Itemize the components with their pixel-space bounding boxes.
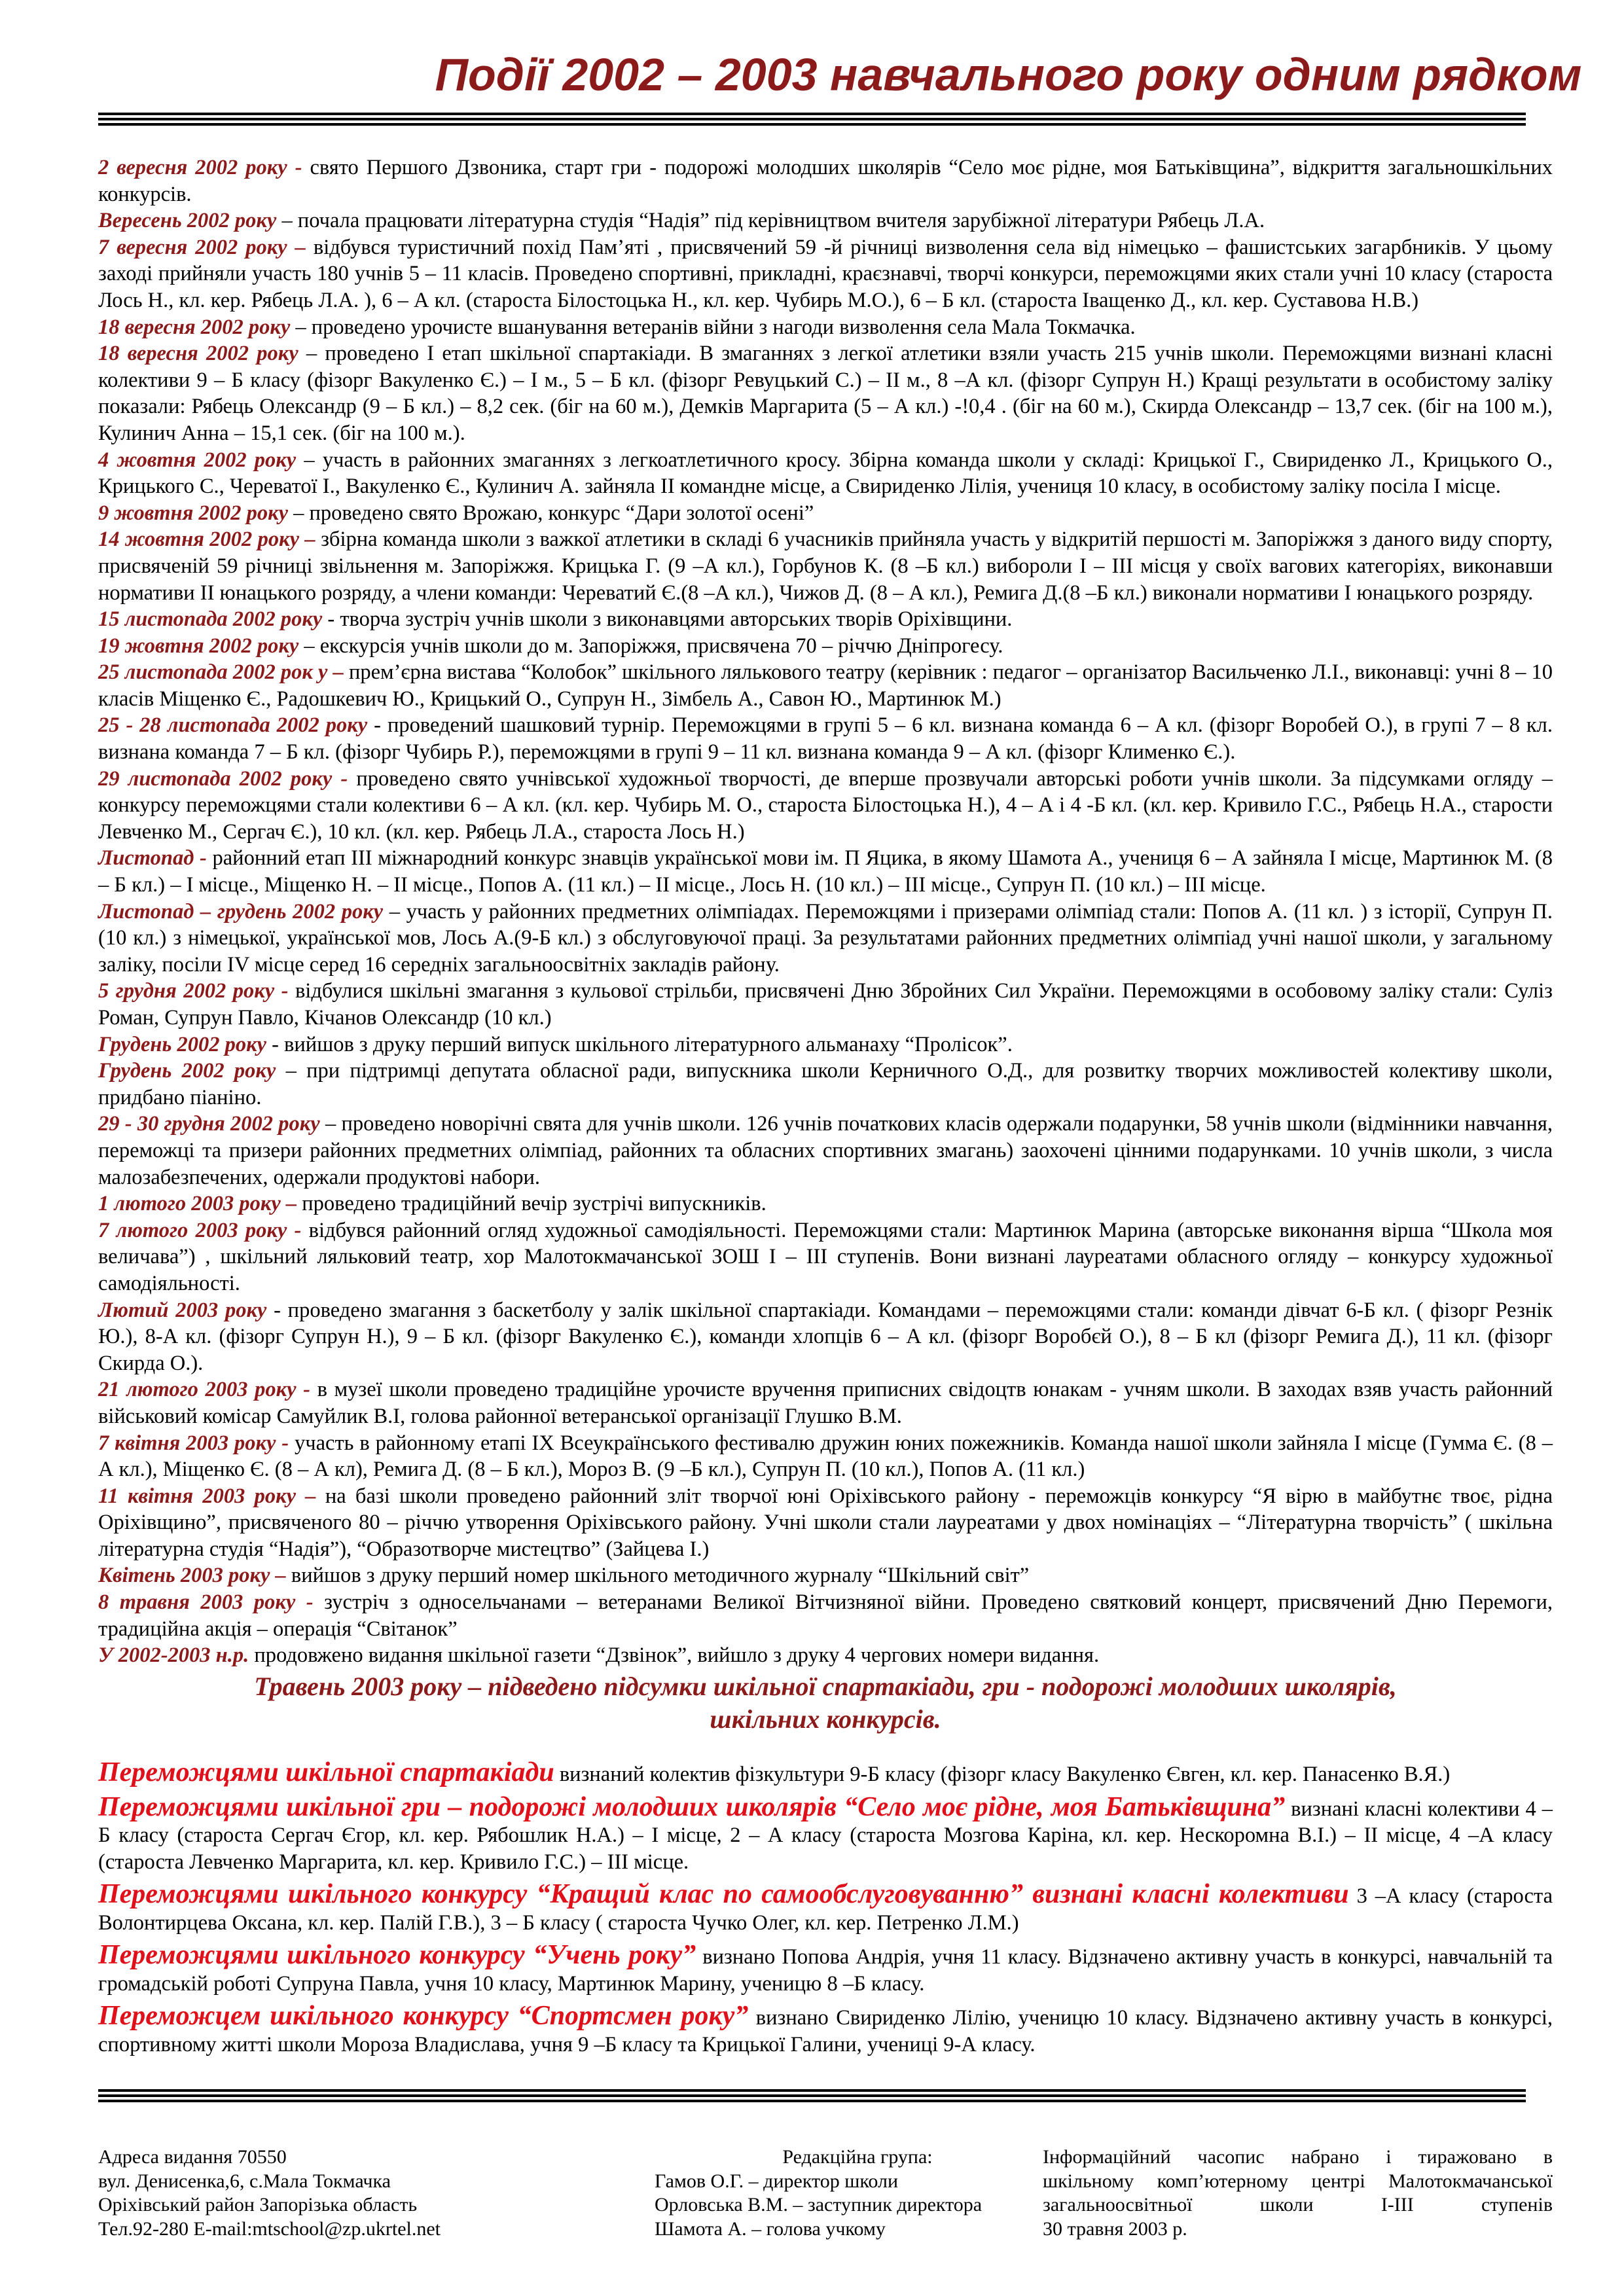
event-text: відбувся туристичний похід Пам’яті , присвячений 59 -й річниці визволення села від німецько – фашистських загарбників. У цьому заході прийняли участь 180 учнів 5 – 11 класів. Проведено спортивні, прикладні, краєзнавчі, творчі конкурси, переможцями яких стали учні 10 класу (староста Лось Н., кл. кер. Рябець Л.А. ), 6 – А кл. (староста Білостоцька Н., кл. кер. Чубирь М.О.), 6 – Б кл. (староста Іващенко Д., кл. кер. Суставова Н.В.)	[98, 235, 1553, 312]
event-item	[98, 1642, 1553, 1669]
event-text: прем’єрна вистава “Колобок” шкільного лялькового театру (керівник : педагог – організатор Васильченко Л.І., виконавці: учні 8 – 10 класів Міщенко Є., Радошкевич Ю., Крицький О., Супрун Н., Зімбель А., Савон Ю., Мартинюк М.)	[98, 660, 1553, 711]
event-text: - вийшов з друку перший випуск шкільного літературного альманаху “Пролісок”.	[266, 1032, 1013, 1056]
footer-line: Оріхівський район Запорізька область	[98, 2194, 418, 2215]
event-date: 15 листопада 2002 року	[98, 607, 323, 632]
winner-text: визнано Свириденко Лілію, ученицю 10 класу. Відзначено активну участь в конкурсі, спортивному житті школи Мороза Владислава, учня 9 –Б класу та Крицької Галини, учениці 9-А класу.	[98, 2006, 1553, 2056]
event-text: проведено свято учнівської художньої творчості, де вперше прозвучали авторські роботи учнів школи. За підсумками огляду – конкурсу переможцями стали колективи 6 – А кл. (кл. кер. Чубирь М. О., староста Білостоцька Н.), 4 – А і 4 -Б кл. (кл. кер. Кривило Г.С., Рябець Н.А., старости Левченко М., Сергач Є.), 10 кл. (кл. кер. Рябець Л.А., староста Лось Н.)	[98, 766, 1553, 844]
winner-lead: Переможцями шкільної гри – подорожі молодших школярів “Село моє рідне, моя Батьківщина”	[98, 1791, 1286, 1822]
event-text: збірна команда школи з важкої атлетики в складі 6 учасників прийняла участь у відкритій першості м. Запоріжжя з даного виду спорту, присвяченій 59 річниці звільнення м. Запоріжжя. Крицька Г. (9 –А кл.), Горбунов К. (8 –Б кл.) вибороли І – ІІІ місця у своїх вагових категоріях, виконавши нормативи ІІ юнацького розряду, а члени команди: Череватий Є.(8 –А кл.), Чижов Д. (8 – А кл.), Ремига Д.(8 –Б кл.) виконали нормативи І юнацького розряду.	[98, 528, 1553, 605]
event-date: 18 вересня 2002 року	[98, 315, 291, 339]
winner-text: 3 –А класу (староста Волонтирцева Оксана, кл. кер. Палій Г.В.), 3 – Б класу ( староста Чучко Олег, кл. кер. Петренко Л.М.)	[98, 1884, 1553, 1935]
footer-line: Шамота А. – голова учкому	[655, 2217, 886, 2240]
winner-item	[98, 1791, 1553, 1876]
event-date: Лютий 2003 року	[98, 1298, 267, 1322]
event-text: проведено традиційний вечір зустрічі випускників.	[297, 1192, 767, 1216]
event-text: участь в районному етапі ІХ Всеукраїнського фестивалю дружин юних пожежників. Команда нашої школи зайняла І місце (Гумма Є. (8 – А кл.), Міщенко Є. (8 – А кл), Ремига Д. (8 – Б кл.), Мороз В. (9 –Б кл.), Супрун П. (10 кл.), Попов А. (11 кл.)	[98, 1431, 1553, 1482]
event-text: районний етап ІІІ міжнародний конкурс знавців української мови ім. П Яцика, в якому Шамота А., учениця 6 – А зайняла І місце, Мартинюк М. (8 – Б кл.) – І місце., Міщенко Н. – ІІ місце., Попов А. (11 кл.) – ІІ місце., Лось Н. (10 кл.) – ІІІ місце., Супрун П. (10 кл.) – ІІІ місце.	[98, 846, 1553, 897]
event-date: 5 грудня 2002 року -	[98, 979, 289, 1003]
event-date: У 2002-2003 н.р.	[98, 1643, 249, 1668]
event-text: - творча зустріч учнів школи з виконавцями авторських творів Оріхівщини.	[322, 607, 1013, 632]
event-date: 11 квітня 2003 року –	[98, 1484, 316, 1508]
event-date: 21 лютого 2003 року -	[98, 1378, 310, 1402]
event-date: 7 вересня 2002 року –	[98, 235, 306, 259]
event-item	[98, 633, 1553, 660]
event-item	[98, 766, 1553, 846]
event-date: Вересень 2002 року	[98, 209, 277, 233]
winner-item	[98, 1942, 1553, 1997]
winners-list	[98, 1759, 1553, 2064]
event-item	[98, 1031, 1553, 1058]
footer-line: вул. Денисенка,6, с.Мала Токмачка	[98, 2170, 391, 2192]
footer-line: шкільному комп’ютерному центрі Малотокмачанської	[1043, 2170, 1553, 2192]
footer-line: загальноосвітньої школи І-ІІІ ступенів	[1043, 2194, 1553, 2215]
event-item	[98, 500, 1553, 527]
winner-lead: Переможцем шкільного конкурсу “Спортсмен року”	[98, 2001, 749, 2031]
event-date: 29 - 30 грудня 2002 року	[98, 1112, 320, 1136]
event-text: на базі школи проведено районний зліт творчої юні Оріхівського району - переможців конкурсу “Я вірю в майбутнє твоє, рідна Оріхівщино”, присвяченого 80 – річчю утворення Оріхівського району. Учні школи стали лауреатами у двох номінаціях – “Літературна творчість” ( шкільна літературна студія “Надія”), “Образотворче мистецтво” (Зайцева І.)	[98, 1484, 1553, 1561]
winner-item	[98, 1881, 1553, 1936]
event-date: 9 жовтня 2002 року	[98, 501, 288, 525]
event-item	[98, 1111, 1553, 1191]
event-item	[98, 526, 1553, 606]
winner-lead: Переможцями шкільного конкурсу “Кращий клас по самообслуговуванню” визнані класні колективи	[98, 1879, 1349, 1909]
event-item	[98, 606, 1553, 633]
footer-line: Адреса видання 70550	[98, 2146, 287, 2168]
event-text: - проведений шашковий турнір. Переможцями в групі 5 – 6 кл. визнана команда 6 – А кл. (фізорг Воробей О.), в групі 7 – 8 кл. визнана команда 7 – Б кл. (фізорг Чубирь Р.), переможцями в групі 9 – 11 кл. визнана команда 9 – А кл. (фізорг Клименко Є.).	[98, 713, 1553, 764]
event-text: – проведено свято Врожаю, конкурс “Дари золотої осені”	[288, 501, 814, 525]
event-date: 7 квітня 2003 року -	[98, 1431, 289, 1455]
events-list	[98, 154, 1553, 1669]
event-date: Листопад – грудень 2002 року	[98, 899, 384, 924]
event-item	[98, 154, 1553, 207]
event-date: 18 вересня 2002 року	[98, 342, 298, 366]
event-date: Грудень 2002 року	[98, 1032, 266, 1056]
event-item	[98, 234, 1553, 314]
event-item	[98, 1589, 1553, 1642]
event-text: – екскурсія учнів школи до м. Запоріжжя, присвячена 70 – річчю Дніпрогесу.	[298, 634, 1003, 658]
event-date: 1 лютого 2003 року –	[98, 1192, 297, 1216]
event-text: – участь у районних предметних олімпіадах. Переможцями і призерами олімпіад стали: Попов А. (11 кл. ) з історії, Супрун П. (10 кл.) з німецької, української мов, Лось А.(9-Б кл.) з обслуговуючої праці. За результатами районних предметних олімпіад учні нашої школи, у загальному заліку, посіли IV місце серед 16 середніх загальноосвітніх закладів району.	[98, 899, 1553, 977]
footer-address	[98, 2145, 556, 2241]
winner-item	[98, 1759, 1553, 1788]
footer-line: Гамов О.Г. – директор школи	[655, 2170, 898, 2192]
event-item	[98, 314, 1553, 341]
event-item	[98, 712, 1553, 765]
event-text: – почала працювати літературна студія “Надія” під керівництвом вчителя зарубіжної літератури Рябець Л.А.	[276, 209, 1265, 233]
event-item	[98, 1376, 1553, 1429]
event-item	[98, 845, 1553, 898]
winner-text: визнано Попова Андрія, учня 11 класу. Відзначено активну участь в конкурсі, навчальній та громадській роботі Супруна Павла, учня 10 класу, Мартинюк Марину, ученицю 8 –Б класу.	[98, 1945, 1553, 1996]
summary-line: шкільних конкурсів.	[710, 1704, 941, 1734]
event-date: 29 листопада 2002 року -	[98, 766, 348, 791]
event-text: продовжено видання шкільної газети “Дзвінок”, вийшло з друку 4 чергових номери видання.	[249, 1643, 1100, 1668]
event-text: вийшов з друку перший номер шкільного методичного журналу “Шкільний світ”	[285, 1564, 1030, 1588]
summary-heading	[98, 1670, 1553, 1736]
winner-lead: Переможцями шкільного конкурсу “Учень року”	[98, 1940, 696, 1970]
footer-line: Тел.92-280 E-mail:mtschool@zp.ukrtel.net	[98, 2217, 441, 2240]
footer-line: Редакційна група:	[782, 2146, 933, 2168]
bottom-divider	[98, 2089, 1526, 2102]
event-date: 14 жовтня 2002 року –	[98, 528, 316, 552]
event-item	[98, 659, 1553, 712]
event-date: 8 травня 2003 року -	[98, 1590, 314, 1615]
event-text: - проведено змагання з баскетболу у залік шкільної спартакіади. Командами – переможцями стали: команди дівчат 6-Б кл. ( фізорг Резнік Ю.), 8-А кл. (фізорг Супрун Н.), 9 – Б кл. (фізорг Вакуленко Є.), команди хлопців 6 – А кл. (фізорг Воробєй О.), 8 – Б кл (фізорг Ремига Д.), 11 кл. (фізорг Скирда О.).	[98, 1298, 1553, 1375]
event-text: відбувся районний огляд художньої самодіяльності. Переможцями стали: Мартинюк Марина (авторське виконання вірша “Школа моя величава”) , шкільний ляльковий театр, хор Малотокмачанської ЗОШ І – ІІІ ступенів. Вони визнані лауреатами обласного огляду – конкурсу художньої самодіяльності.	[98, 1218, 1553, 1295]
event-item	[98, 207, 1553, 234]
event-text: зустріч з односельчанами – ветеранами Великої Вітчизняної війни. Проведено святковий концерт, присвячений Дню Перемоги, традиційна акція – операція “Світанок”	[98, 1590, 1553, 1641]
event-text: – проведено новорічні свята для учнів школи. 126 учнів початкових класів одержали подарунки, 58 учнів школи (відмінники навчання, переможці та призери районних предметних олімпіад, районних та обласних спортивних змагань) заохочені цінними подарунками. 10 учнів школи, з числа малозабезпечених, одержали продуктові набори.	[98, 1112, 1553, 1189]
event-item	[98, 899, 1553, 978]
winner-text: визнані класні колективи 4 – Б класу (староста Сергач Єгор, кл. кер. Рябошлик Н.А.) – І місце, 2 – А класу (староста Мозгова Каріна, кл. кер. Нескоромна В.І.) – ІІ місце, 4 –А класу (староста Левченко Маргарита, кл. кер. Кривило Г.С.) – ІІІ місце.	[98, 1797, 1553, 1874]
event-item	[98, 1562, 1553, 1589]
event-text: в музеї школи проведено традиційне урочисте вручення приписних свідоцтв юнакам - учням школи. В заходах взяв участь районний військовий комісар Самуйлик В.І, голова районної ветеранської організації Глушко В.М.	[98, 1378, 1553, 1428]
event-date: 2 вересня 2002 року -	[98, 156, 302, 179]
winner-lead: Переможцями шкільної спартакіади	[98, 1757, 554, 1787]
event-item	[98, 1058, 1553, 1111]
event-item	[98, 1483, 1553, 1563]
event-item	[98, 340, 1553, 446]
event-item	[98, 1297, 1553, 1377]
event-date: Квітень 2003 року –	[98, 1564, 286, 1588]
page-title: Події 2002 – 2003 навчального року одним рядком	[435, 49, 1582, 100]
event-item	[98, 1191, 1553, 1217]
event-text: – проведено урочисте вшанування ветеранів війни з нагоди визволення села Мала Токмачка.	[290, 315, 1136, 339]
footer-info	[1043, 2145, 1553, 2241]
footer-line: Інформаційний часопис набрано і тиражовано в	[1043, 2146, 1553, 2168]
winner-item	[98, 2003, 1553, 2058]
footer	[98, 2145, 1553, 2240]
event-text: свято Першого Дзвоника, старт гри - подорожі молодших школярів “Село моє рідне, моя Батьківщина”, відкриття загальношкільних конкурсів.	[98, 156, 1553, 206]
footer-line: 30 травня 2003 р.	[1043, 2217, 1187, 2240]
event-date: Листопад -	[98, 846, 207, 870]
event-date: 25 - 28 листопада 2002 року	[98, 713, 368, 738]
summary-line: Травень 2003 року – підведено підсумки шкільної спартакіади, гри - подорожі молодших школярів,	[254, 1672, 1397, 1701]
event-date: Грудень 2002 року	[98, 1059, 276, 1083]
event-text: – при підтримці депутата обласної ради, випускника школи Керничного О.Д., для розвитку творчих можливостей колективу школи, придбано піаніно.	[98, 1059, 1553, 1109]
footer-line: Орловська В.М. – заступник директора	[655, 2194, 983, 2215]
event-item	[98, 1217, 1553, 1297]
top-divider	[98, 113, 1526, 126]
event-date: 19 жовтня 2002 року	[98, 634, 299, 658]
event-item	[98, 978, 1553, 1031]
event-date: 7 лютого 2003 року -	[98, 1218, 302, 1242]
winner-text: визнаний колектив фізкультури 9-Б класу (фізорг класу Вакуленко Євген, кл. кер. Панасенко В.Я.)	[554, 1763, 1451, 1786]
event-text: – проведено I етап шкільної спартакіади. В змаганнях з легкої атлетики взяли участь 215 учнів школи. Переможцями визнані класні колективи 9 – Б класу (фізорг Вакуленко Є.) – І м., 5 – Б кл. (фізорг Ревуцький С.) – ІІ м., 8 –А кл. (фізорг Супрун Н.) Кращі результати в особистому заліку показали: Рябець Олександр (9 – Б кл.) – 8,2 сек. (біг на 60 м.), Демків Маргарита (5 – А кл.) -!0,4 . (біг на 60 м.), Скирда Олександр – 13,7 сек. (біг на 100 м.), Кулинич Анна – 15,1 сек. (біг на 100 м.).	[98, 342, 1553, 445]
event-date: 25 листопада 2002 рок у –	[98, 660, 344, 685]
event-text: відбулися шкільні змагання з кульової стрільби, присвячені Дню Збройних Сил України. Переможцями в особовому заліку стали: Суліз Роман, Супрун Павло, Кічанов Олександр (10 кл.)	[98, 979, 1553, 1030]
event-item	[98, 1430, 1553, 1483]
event-item	[98, 447, 1553, 500]
event-date: 4 жовтня 2002 року	[98, 448, 297, 472]
event-text: – участь в районних змаганнях з легкоатлетичного кросу. Збірна команда школи у складі: Крицької Г., Свириденко Л., Крицького О., Крицького С., Череватої І., Вакуленко Є., Кулинич А. зайняла ІІ командне місце, а Свириденко Лілія, учениця 10 класу, в особистому заліку посіла І місце.	[98, 448, 1553, 499]
